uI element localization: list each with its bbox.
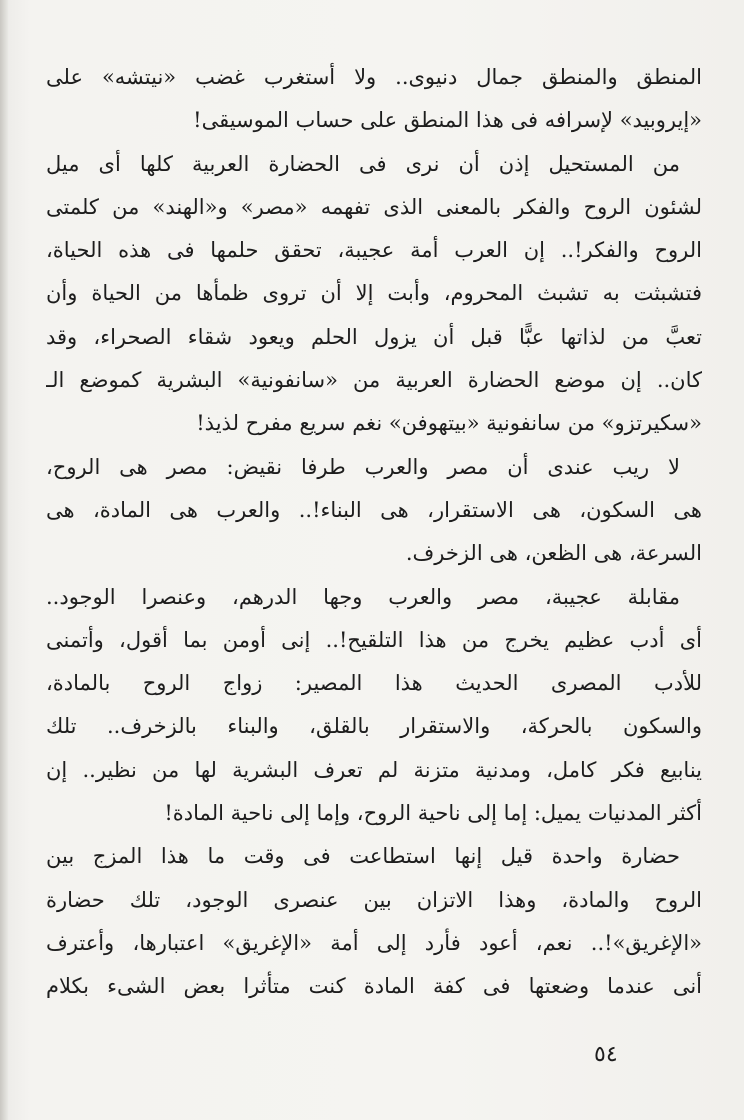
text-line: السرعة، هى الظعن، هى الزخرف. xyxy=(405,541,702,566)
page-gutter-shadow xyxy=(0,0,8,1120)
text-line: والسكون بالحركة، والاستقرار بالقلق، والبناء بالزخرف.. تلك xyxy=(46,714,702,739)
text-line: كان.. إن موضع الحضارة العربية من «سانفونية» البشرية كموضع الـ xyxy=(46,368,702,393)
paragraph-start-line: حضارة واحدة قيل إنها استطاعت فى وقت ما هذا المزج بين xyxy=(46,844,680,869)
text-line: الروح والفكر!.. إن العرب أمة عجيبة، تحقق حلمها فى هذه الحياة، xyxy=(46,238,702,263)
text-line: أنى عندما وضعتها فى كفة المادة كنت متأثرا بعض الشىء بكلام xyxy=(46,974,702,999)
text-line: «الإغريق»!.. نعم، أعود فأرد إلى أمة «الإغريق» اعتبارها، وأعترف xyxy=(46,930,702,955)
text-line: «سكيرتزو» من سانفونية «بيتهوفن» نغم سريع مفرح لذيذ! xyxy=(196,411,702,436)
page-number: ٥٤ xyxy=(594,1042,618,1067)
text-line: للأدب المصرى الحديث هذا المصير: زواج الروح بالمادة، xyxy=(46,671,702,696)
text-line: «إيروبيد» لإسرافه فى هذا المنطق على حساب الموسيقى! xyxy=(193,108,702,133)
text-line: هى السكون، هى الاستقرار، هى البناء!.. والعرب هى المادة، هى xyxy=(46,497,702,522)
text-line: أى أدب عظيم يخرج من هذا التلقيح!.. إنى أومن بما أقول، وأتمنى xyxy=(46,627,702,652)
text-line: ينابيع فكر كامل، ومدنية متزنة لم تعرف البشرية لها من نظير.. إن xyxy=(46,757,702,782)
text-line: لشئون الروح والفكر بالمعنى الذى تفهمه «مصر» و«الهند» من كلمتى xyxy=(46,194,702,219)
paragraph-start-line: مقابلة عجيبة، مصر والعرب وجها الدرهم، وعنصرا الوجود.. xyxy=(46,584,680,609)
text-line: أكثر المدنيات يميل: إما إلى ناحية الروح، وإما إلى ناحية المادة! xyxy=(164,801,702,826)
body-text xyxy=(46,56,702,1009)
paragraph-start-line: لا ريب عندى أن مصر والعرب طرفا نقيض: مصر هى الروح، xyxy=(46,454,680,479)
paragraph-start-line: من المستحيل إذن أن نرى فى الحضارة العربية كلها أى ميل xyxy=(46,151,680,176)
text-line: تعبَّ من لذاتها عبًّا قبل أن يزول الحلم ويعود شقاء الصحراء، وقد xyxy=(46,324,702,349)
text-line: فتشبثت به تشبث المحروم، وأبت إلا أن تروى ظمأها من الحياة وأن xyxy=(46,281,702,306)
text-line: الروح والمادة، وهذا الاتزان بين عنصرى الوجود، تلك حضارة xyxy=(46,887,702,912)
text-line: المنطق والمنطق جمال دنيوى.. ولا أستغرب غضب «نيتشه» على xyxy=(46,65,702,89)
